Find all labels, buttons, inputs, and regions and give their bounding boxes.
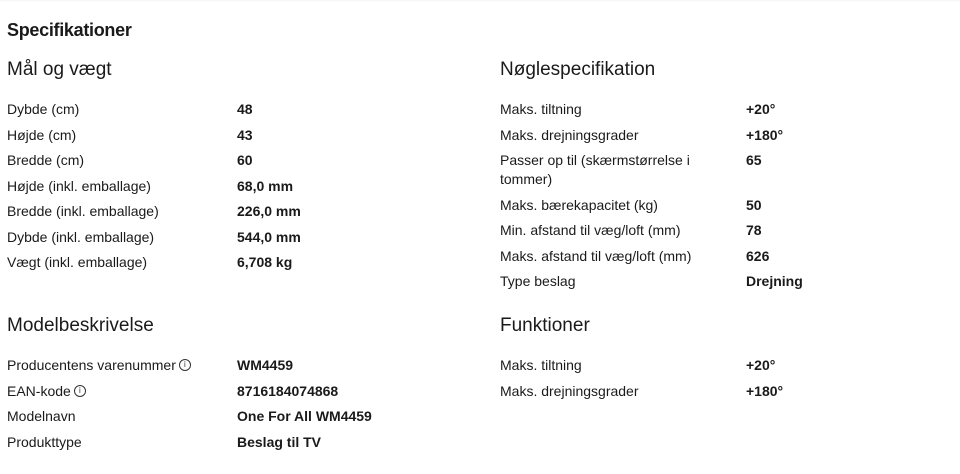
spec-row <box>7 100 447 119</box>
section-title: Modelbeskrivelse <box>7 315 154 336</box>
spec-value: 6,708 kg <box>237 254 293 270</box>
spec-row <box>500 247 940 266</box>
spec-value: 626 <box>746 247 770 264</box>
spec-row <box>7 177 447 196</box>
spec-row <box>7 151 447 170</box>
spec-value: 60 <box>237 152 253 168</box>
spec-label-text: EAN-kode <box>7 382 71 399</box>
section-functions <box>500 315 940 407</box>
spec-row <box>500 356 940 375</box>
spec-value: One For All WM4459 <box>237 408 372 424</box>
spec-label: Passer op til (skærmstørrelse i tommer) <box>500 152 690 187</box>
spec-row <box>500 126 940 145</box>
spec-label: Min. afstand til væg/loft (mm) <box>500 222 681 238</box>
spec-value: +180° <box>746 126 784 143</box>
spec-label: Maks. drejningsgrader <box>500 382 639 399</box>
spec-value: +180° <box>746 382 784 399</box>
spec-label: Maks. tiltning <box>500 357 582 373</box>
spec-row <box>500 100 940 119</box>
spec-label: Bredde (inkl. emballage) <box>7 203 159 219</box>
spec-row <box>7 228 447 247</box>
spec-label: Dybde (cm) <box>7 101 80 117</box>
spec-value: 43 <box>237 126 253 143</box>
spec-label: Modelnavn <box>7 408 76 424</box>
spec-label: Højde (inkl. emballage) <box>7 177 151 194</box>
spec-row <box>7 356 447 375</box>
spec-row <box>500 272 940 291</box>
spec-label: Maks. tiltning <box>500 101 582 117</box>
page-title: Specifikationer <box>7 20 132 41</box>
spec-value: 8716184074868 <box>237 382 339 399</box>
section-title: Funktioner <box>500 315 590 336</box>
section-key-specifications <box>500 59 940 298</box>
spec-label: Maks. drejningsgrader <box>500 126 639 143</box>
spec-label: Type beslag <box>500 273 576 289</box>
spec-label <box>7 356 237 375</box>
spec-value: 78 <box>746 222 762 238</box>
spec-label: Bredde (cm) <box>7 152 85 168</box>
spec-value: +20° <box>746 357 776 373</box>
spec-value: Beslag til TV <box>237 433 322 450</box>
spec-value: 226,0 mm <box>237 203 301 219</box>
info-icon[interactable]: i <box>74 385 86 397</box>
spec-value: Drejning <box>746 273 803 289</box>
spec-label: Dybde (inkl. emballage) <box>7 228 155 245</box>
spec-label: Maks. bærekapacitet (kg) <box>500 196 658 213</box>
spec-value: 50 <box>746 196 762 213</box>
spec-value: 48 <box>237 101 253 117</box>
spec-value: 68,0 mm <box>237 177 294 194</box>
info-icon[interactable]: i <box>179 359 191 371</box>
spec-row <box>500 196 940 215</box>
spec-row <box>7 202 447 221</box>
spec-label: Produkttype <box>7 433 82 450</box>
top-divider <box>0 0 960 2</box>
spec-label <box>7 382 237 401</box>
spec-label-text: Producentens varenummer <box>7 357 176 373</box>
spec-label: Maks. afstand til væg/loft (mm) <box>500 247 692 264</box>
spec-value: 544,0 mm <box>237 228 301 245</box>
spec-row <box>7 253 447 272</box>
spec-row <box>7 433 447 452</box>
section-model-description <box>7 315 447 458</box>
spec-value: WM4459 <box>237 357 294 373</box>
spec-row <box>7 407 447 426</box>
spec-value: +20° <box>746 101 776 117</box>
spec-row <box>500 151 940 189</box>
section-title: Mål og vægt <box>7 59 112 80</box>
section-title: Nøglespecifikation <box>500 59 656 80</box>
spec-label: Højde (cm) <box>7 126 77 143</box>
spec-value: 65 <box>746 152 762 168</box>
spec-row <box>7 382 447 401</box>
section-dimensions-weight <box>7 59 447 279</box>
spec-row <box>7 126 447 145</box>
spec-row <box>500 221 940 240</box>
spec-label: Vægt (inkl. emballage) <box>7 254 148 270</box>
spec-row <box>500 382 940 401</box>
